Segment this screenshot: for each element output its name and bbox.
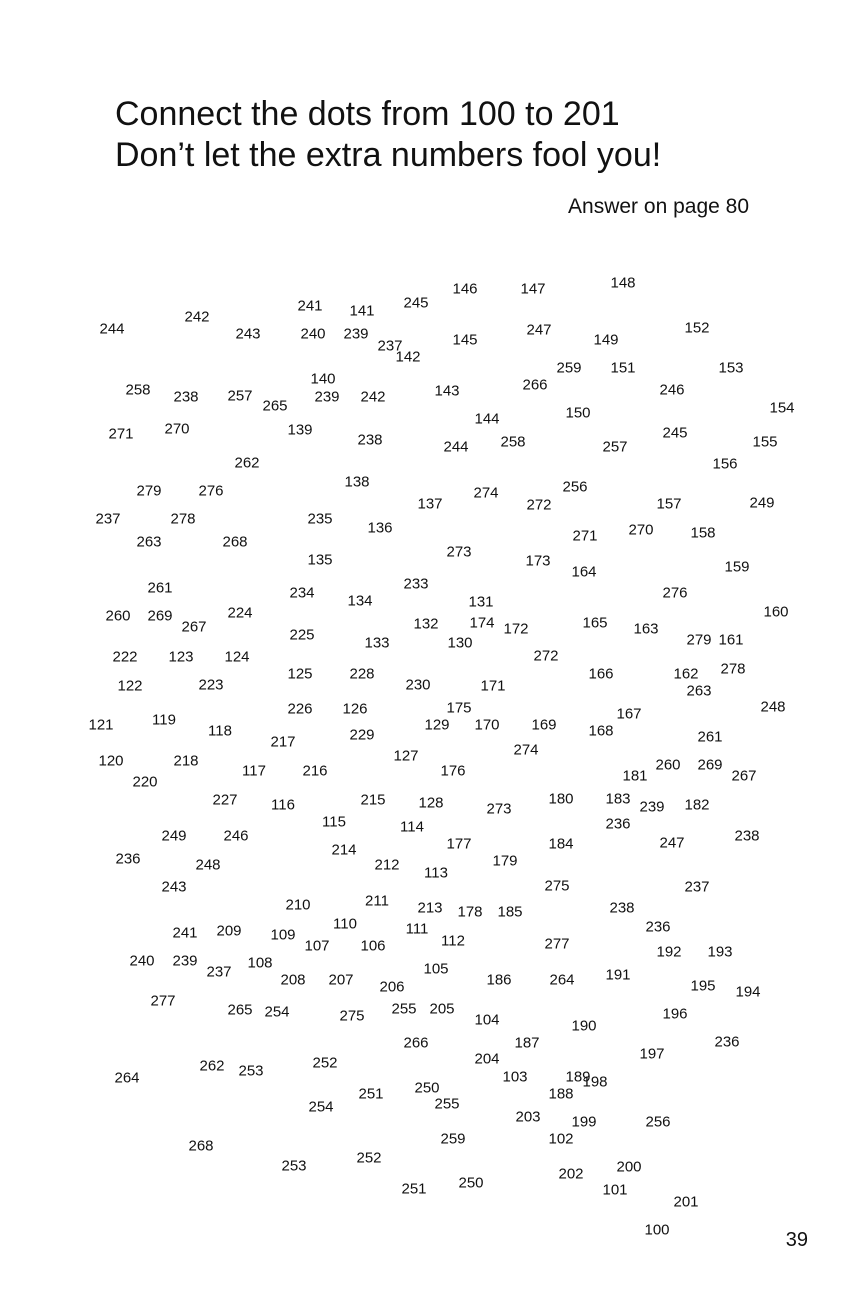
dot-number: 264 xyxy=(114,1069,140,1087)
dot-number: 199 xyxy=(571,1113,597,1131)
dot-number: 101 xyxy=(602,1181,628,1199)
answer-note: Answer on page 80 xyxy=(568,195,749,218)
dot-number: 268 xyxy=(222,533,248,551)
dot-number: 247 xyxy=(526,321,552,339)
dot-number: 268 xyxy=(188,1137,214,1155)
dot-number: 114 xyxy=(400,818,424,836)
dot-number: 222 xyxy=(112,648,138,666)
dot-number: 198 xyxy=(582,1073,608,1091)
dot-number: 262 xyxy=(199,1057,225,1075)
dot-number: 145 xyxy=(452,331,478,349)
dot-number: 256 xyxy=(562,478,588,496)
dot-number: 240 xyxy=(300,325,326,343)
dot-number: 273 xyxy=(446,543,472,561)
dot-number: 170 xyxy=(474,716,500,734)
dot-number: 102 xyxy=(548,1130,574,1148)
dot-number: 188 xyxy=(548,1085,574,1103)
dot-number: 242 xyxy=(184,308,210,326)
dot-number: 239 xyxy=(343,325,369,343)
dot-number: 266 xyxy=(403,1034,429,1052)
dot-number: 169 xyxy=(531,716,557,734)
dot-number: 244 xyxy=(99,320,125,338)
dot-number: 270 xyxy=(164,420,190,438)
dot-number: 238 xyxy=(734,827,760,845)
dot-number: 164 xyxy=(571,563,597,581)
dot-number: 276 xyxy=(198,482,224,500)
dot-number: 162 xyxy=(673,665,699,683)
dot-number: 263 xyxy=(686,682,712,700)
dot-number: 128 xyxy=(418,794,444,812)
dot-number: 279 xyxy=(136,482,162,500)
dot-number: 243 xyxy=(161,878,187,896)
dot-number: 255 xyxy=(434,1095,460,1113)
dot-number: 185 xyxy=(497,903,523,921)
dot-number: 186 xyxy=(486,971,512,989)
dot-number: 191 xyxy=(605,966,631,984)
dot-number: 153 xyxy=(718,359,744,377)
dot-number: 233 xyxy=(403,575,429,593)
dot-number: 184 xyxy=(548,835,574,853)
dot-number: 205 xyxy=(429,1000,455,1018)
dot-number: 229 xyxy=(349,726,375,744)
dot-number: 100 xyxy=(644,1221,670,1239)
dot-number: 130 xyxy=(447,634,473,652)
dot-number: 196 xyxy=(662,1005,688,1023)
dot-number: 106 xyxy=(360,937,386,955)
dot-number: 118 xyxy=(208,722,232,740)
dot-number: 183 xyxy=(605,790,631,808)
dot-number: 254 xyxy=(264,1003,290,1021)
dot-number: 150 xyxy=(565,404,591,422)
dot-number: 178 xyxy=(457,903,483,921)
dot-number: 117 xyxy=(242,762,266,780)
dot-number: 269 xyxy=(147,607,173,625)
dot-number: 277 xyxy=(150,992,176,1010)
dot-number: 276 xyxy=(662,584,688,602)
dot-number: 238 xyxy=(173,388,199,406)
dot-number: 253 xyxy=(281,1157,307,1175)
dot-number: 236 xyxy=(714,1033,740,1051)
dot-number: 248 xyxy=(760,698,786,716)
dot-number: 254 xyxy=(308,1098,334,1116)
dot-number: 179 xyxy=(492,852,518,870)
dot-number: 235 xyxy=(307,510,333,528)
dot-number: 238 xyxy=(609,899,635,917)
dot-number: 214 xyxy=(331,841,357,859)
dot-number: 275 xyxy=(339,1007,365,1025)
dot-number: 247 xyxy=(659,834,685,852)
dot-number: 212 xyxy=(374,856,400,874)
dot-number: 239 xyxy=(314,388,340,406)
dot-number: 246 xyxy=(659,381,685,399)
dot-number: 252 xyxy=(356,1149,382,1167)
dot-number: 201 xyxy=(673,1193,699,1211)
dot-number: 260 xyxy=(655,756,681,774)
dot-number: 104 xyxy=(474,1011,500,1029)
dot-number: 138 xyxy=(344,473,370,491)
dot-number: 225 xyxy=(289,626,315,644)
dot-number: 257 xyxy=(227,387,253,405)
dot-number: 266 xyxy=(522,376,548,394)
dot-number: 239 xyxy=(639,798,665,816)
dot-number: 264 xyxy=(549,971,575,989)
dot-number: 204 xyxy=(474,1050,500,1068)
dot-number: 119 xyxy=(152,711,176,729)
dot-number: 187 xyxy=(514,1034,540,1052)
dot-number: 171 xyxy=(480,677,506,695)
dot-number: 228 xyxy=(349,665,375,683)
dot-number: 230 xyxy=(405,676,431,694)
dot-number: 240 xyxy=(129,952,155,970)
dot-number: 241 xyxy=(172,924,198,942)
dot-number: 197 xyxy=(639,1045,665,1063)
dot-number: 250 xyxy=(414,1079,440,1097)
dot-number: 245 xyxy=(662,424,688,442)
dot-number: 236 xyxy=(605,815,631,833)
dot-number: 251 xyxy=(401,1180,427,1198)
dot-number: 157 xyxy=(656,495,682,513)
dot-number: 236 xyxy=(115,850,141,868)
dot-number: 244 xyxy=(443,438,469,456)
dot-number: 167 xyxy=(616,705,642,723)
dot-number: 227 xyxy=(212,791,238,809)
dot-number: 143 xyxy=(434,382,460,400)
dot-number: 274 xyxy=(473,484,499,502)
dot-number: 203 xyxy=(515,1108,541,1126)
dot-number: 237 xyxy=(684,878,710,896)
dot-number: 190 xyxy=(571,1017,597,1035)
dot-number: 243 xyxy=(235,325,261,343)
instruction-line-2: Don’t let the extra numbers fool you! xyxy=(115,136,662,174)
dot-number: 272 xyxy=(533,647,559,665)
dot-number: 217 xyxy=(270,733,296,751)
dot-number: 147 xyxy=(520,280,546,298)
dot-number: 274 xyxy=(513,741,539,759)
dot-number: 172 xyxy=(503,620,529,638)
dot-number: 272 xyxy=(526,496,552,514)
dot-number: 136 xyxy=(367,519,393,537)
dot-number: 175 xyxy=(446,699,472,717)
dot-number: 129 xyxy=(424,716,450,734)
dot-number: 176 xyxy=(440,762,466,780)
dot-number: 158 xyxy=(690,524,716,542)
dot-number: 144 xyxy=(474,410,500,428)
dot-number: 103 xyxy=(502,1068,528,1086)
dot-number: 213 xyxy=(417,899,443,917)
dot-number: 210 xyxy=(285,896,311,914)
dot-number: 146 xyxy=(452,280,478,298)
dot-number: 246 xyxy=(223,827,249,845)
dot-number: 166 xyxy=(588,665,614,683)
dot-number: 140 xyxy=(310,370,336,388)
dot-number: 216 xyxy=(302,762,328,780)
dot-number: 113 xyxy=(424,864,448,882)
dot-number: 160 xyxy=(763,603,789,621)
dot-number: 109 xyxy=(270,926,296,944)
dot-number: 226 xyxy=(287,700,313,718)
dot-number: 200 xyxy=(616,1158,642,1176)
dot-number: 132 xyxy=(413,615,439,633)
dot-number: 265 xyxy=(227,1001,253,1019)
dot-number: 192 xyxy=(656,943,682,961)
dot-number: 248 xyxy=(195,856,221,874)
dot-number: 148 xyxy=(610,274,636,292)
dot-number: 259 xyxy=(556,359,582,377)
dot-number: 189 xyxy=(565,1068,591,1086)
instruction-line-1: Connect the dots from 100 to 201 xyxy=(115,95,620,133)
dot-number: 252 xyxy=(312,1054,338,1072)
dot-number: 267 xyxy=(731,767,757,785)
dot-number: 137 xyxy=(417,495,443,513)
dot-number: 122 xyxy=(117,677,143,695)
dot-number: 168 xyxy=(588,722,614,740)
dot-number: 108 xyxy=(247,954,273,972)
dot-number: 131 xyxy=(468,593,494,611)
dot-number: 134 xyxy=(347,592,373,610)
dot-number: 211 xyxy=(365,892,389,910)
dot-number: 238 xyxy=(357,431,383,449)
dot-number: 116 xyxy=(271,796,295,814)
dot-number: 127 xyxy=(393,747,419,765)
dot-number: 120 xyxy=(98,752,124,770)
dot-number: 180 xyxy=(548,790,574,808)
dot-number: 173 xyxy=(525,552,551,570)
dot-number: 121 xyxy=(88,716,114,734)
dot-number: 258 xyxy=(500,433,526,451)
dot-number: 123 xyxy=(168,648,194,666)
dot-number: 139 xyxy=(287,421,313,439)
dot-number: 141 xyxy=(349,302,375,320)
dot-number: 237 xyxy=(206,963,232,981)
dot-number: 202 xyxy=(558,1165,584,1183)
dot-number: 278 xyxy=(170,510,196,528)
dot-number: 277 xyxy=(544,935,570,953)
dot-number: 224 xyxy=(227,604,253,622)
dot-number: 154 xyxy=(769,399,795,417)
dot-number: 163 xyxy=(633,620,659,638)
dot-number: 159 xyxy=(724,558,750,576)
dot-number: 249 xyxy=(161,827,187,845)
dot-number: 259 xyxy=(440,1130,466,1148)
dot-number: 267 xyxy=(181,618,207,636)
dot-number: 270 xyxy=(628,521,654,539)
dot-number: 194 xyxy=(735,983,761,1001)
dot-number: 218 xyxy=(173,752,199,770)
dot-number: 209 xyxy=(216,922,242,940)
dot-number: 124 xyxy=(224,648,250,666)
dot-number: 208 xyxy=(280,971,306,989)
dot-number: 207 xyxy=(328,971,354,989)
dot-number: 236 xyxy=(645,918,671,936)
dot-number: 260 xyxy=(105,607,131,625)
dot-number: 258 xyxy=(125,381,151,399)
dot-number: 251 xyxy=(358,1085,384,1103)
dot-number: 193 xyxy=(707,943,733,961)
dot-number: 195 xyxy=(690,977,716,995)
dot-number: 174 xyxy=(469,614,495,632)
dot-number: 125 xyxy=(287,665,313,683)
dot-number: 239 xyxy=(172,952,198,970)
dot-number: 278 xyxy=(720,660,746,678)
dot-number: 279 xyxy=(686,631,712,649)
dot-number: 165 xyxy=(582,614,608,632)
dot-number: 115 xyxy=(322,813,346,831)
dot-number: 271 xyxy=(572,527,598,545)
dot-number: 105 xyxy=(423,960,449,978)
dot-number: 142 xyxy=(395,348,421,366)
dot-number: 149 xyxy=(593,331,619,349)
dot-number: 223 xyxy=(198,676,224,694)
dot-number: 133 xyxy=(364,634,390,652)
dot-number: 269 xyxy=(697,756,723,774)
dot-number: 263 xyxy=(136,533,162,551)
dot-number: 151 xyxy=(610,359,636,377)
dot-number: 253 xyxy=(238,1062,264,1080)
dot-number: 161 xyxy=(718,631,744,649)
dot-number: 156 xyxy=(712,455,738,473)
dot-number: 177 xyxy=(446,835,472,853)
dot-number: 237 xyxy=(95,510,121,528)
dot-number: 215 xyxy=(360,791,386,809)
page-number: 39 xyxy=(785,1229,808,1251)
dot-number: 241 xyxy=(297,297,323,315)
dot-number: 234 xyxy=(289,584,315,602)
dot-number: 275 xyxy=(544,877,570,895)
dot-number: 112 xyxy=(441,932,465,950)
dot-number: 110 xyxy=(333,915,357,933)
dot-number: 242 xyxy=(360,388,386,406)
dot-number: 271 xyxy=(108,425,134,443)
dot-number: 181 xyxy=(622,767,648,785)
dot-number: 265 xyxy=(262,397,288,415)
dot-number: 255 xyxy=(391,1000,417,1018)
dot-number: 250 xyxy=(458,1174,484,1192)
dot-number: 237 xyxy=(377,337,403,355)
dot-number: 262 xyxy=(234,454,260,472)
dot-number: 249 xyxy=(749,494,775,512)
dot-number: 261 xyxy=(147,579,173,597)
dot-number: 182 xyxy=(684,796,710,814)
dot-number: 220 xyxy=(132,773,158,791)
dot-number: 107 xyxy=(304,937,330,955)
dot-number: 256 xyxy=(645,1113,671,1131)
dot-number: 273 xyxy=(486,800,512,818)
dot-number: 245 xyxy=(403,294,429,312)
dot-number: 135 xyxy=(307,551,333,569)
dot-number: 111 xyxy=(405,920,429,938)
dot-number: 261 xyxy=(697,728,723,746)
dot-number: 206 xyxy=(379,978,405,996)
dot-number: 155 xyxy=(752,433,778,451)
dot-number: 257 xyxy=(602,438,628,456)
dot-number: 126 xyxy=(342,700,368,718)
dot-number: 152 xyxy=(684,319,710,337)
